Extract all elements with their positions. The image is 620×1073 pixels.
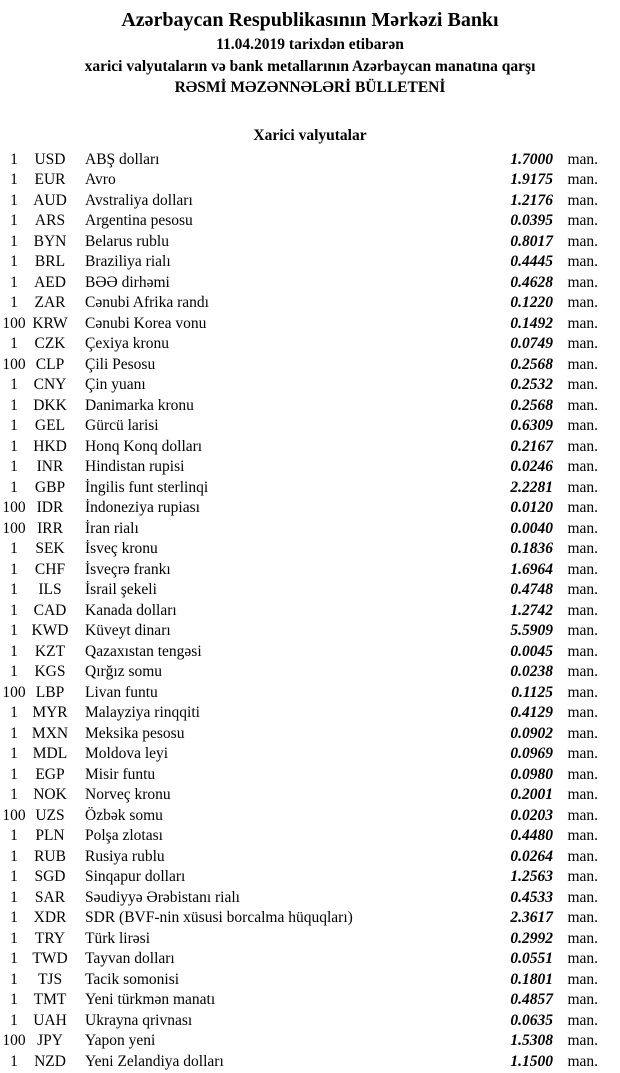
- currency-quantity: 1: [10, 765, 18, 783]
- currency-name: Cənubi Korea vonu: [85, 314, 207, 332]
- currency-name: Norveç kronu: [85, 786, 171, 803]
- currency-code: ARS: [34, 212, 66, 229]
- currency-code: RUB: [34, 847, 66, 865]
- rate-value: 0.4533: [510, 888, 553, 906]
- exchange-rate-row: [0, 560, 620, 581]
- unit-label: man.: [567, 827, 598, 844]
- currency-code: BRL: [34, 253, 66, 270]
- unit-label: man.: [567, 335, 598, 352]
- currency-name: Səudiyyə Ərəbistanı rialı: [85, 888, 240, 906]
- unit-label: man.: [567, 991, 598, 1008]
- currency-name: İsveç kronu: [85, 540, 158, 557]
- currency-code: GEL: [34, 417, 66, 434]
- unit-label: man.: [567, 704, 598, 721]
- currency-quantity: 1: [10, 847, 18, 865]
- unit-label: man.: [567, 171, 598, 188]
- rate-value: 0.4480: [510, 827, 553, 844]
- bank-title: Azərbaycan Respublikasının Mərkəzi Bankı: [121, 9, 499, 31]
- exchange-rate-row: [0, 703, 620, 724]
- currency-code: KRW: [32, 314, 68, 332]
- currency-name: Türk lirəsi: [85, 929, 150, 947]
- currency-quantity: 1: [10, 273, 18, 291]
- currency-code: BYN: [33, 232, 67, 250]
- rate-value: 0.2568: [510, 396, 553, 414]
- unit-label: man.: [567, 376, 598, 393]
- currency-name: Ukrayna qrivnası: [85, 1011, 193, 1029]
- currency-quantity: 100: [2, 314, 26, 332]
- rate-value: 0.4628: [510, 273, 553, 291]
- unit-label: man.: [567, 663, 598, 680]
- rate-value: 1.2176: [510, 191, 553, 209]
- exchange-rate-row: [0, 334, 620, 355]
- currency-code: PLN: [35, 827, 65, 844]
- currency-code: IDR: [36, 499, 64, 516]
- currency-name: Avstraliya dolları: [85, 191, 193, 209]
- exchange-rate-row: [0, 1052, 620, 1073]
- currency-code: TJS: [37, 970, 63, 988]
- exchange-rate-row: [0, 785, 620, 806]
- unit-label: man.: [567, 806, 598, 824]
- currency-quantity: 1: [10, 212, 18, 229]
- exchange-rate-row: [0, 601, 620, 622]
- currency-code: DKK: [33, 396, 67, 414]
- currency-name: İndoneziya rupiası: [85, 499, 200, 516]
- rate-value: 0.1801: [510, 970, 553, 988]
- exchange-rate-row: [0, 416, 620, 437]
- rate-value: 0.4129: [510, 704, 553, 721]
- currency-code: MXN: [31, 724, 69, 742]
- rate-value: 1.7000: [510, 150, 553, 168]
- currency-quantity: 100: [2, 499, 26, 516]
- exchange-rate-row: [0, 949, 620, 970]
- rate-value: 5.5909: [510, 622, 553, 639]
- currency-quantity: 1: [10, 642, 18, 660]
- rate-value: 1.2563: [510, 868, 553, 885]
- currency-quantity: 1: [10, 232, 18, 250]
- currency-name: İngilis funt sterlinqi: [85, 478, 209, 496]
- rate-value: 1.1500: [510, 1052, 553, 1070]
- unit-label: man.: [567, 929, 598, 947]
- currency-quantity: 1: [10, 991, 18, 1008]
- unit-label: man.: [567, 581, 598, 598]
- currency-name: Qırğız somu: [85, 663, 163, 680]
- currency-name: SDR (BVF-nin xüsusi borcalma hüquqları): [85, 909, 353, 926]
- currency-quantity: 1: [10, 622, 18, 639]
- currency-code: UZS: [35, 806, 65, 824]
- currency-quantity: 1: [10, 581, 18, 598]
- rate-value: 0.0749: [510, 335, 553, 352]
- currency-quantity: 1: [10, 335, 18, 352]
- rate-value: 0.0395: [510, 212, 553, 229]
- unit-label: man.: [567, 437, 598, 455]
- currency-code: KGS: [34, 663, 66, 680]
- rate-value: 0.2532: [510, 376, 553, 393]
- currency-code: JPY: [37, 1032, 63, 1049]
- rate-value: 1.5308: [510, 1032, 553, 1049]
- rate-value: 1.2742: [510, 601, 553, 619]
- rate-value: 0.6309: [510, 417, 553, 434]
- unit-label: man.: [567, 273, 598, 291]
- currency-name: Sinqapur dolları: [85, 868, 186, 885]
- currency-quantity: 1: [10, 458, 18, 475]
- exchange-rate-row: [0, 888, 620, 909]
- currency-quantity: 1: [10, 191, 18, 209]
- currency-quantity: 1: [10, 745, 18, 762]
- currency-quantity: 100: [2, 683, 26, 701]
- unit-label: man.: [567, 417, 598, 434]
- rate-value: 0.0264: [510, 847, 553, 865]
- currency-name: Avro: [85, 171, 116, 188]
- unit-label: man.: [567, 396, 598, 414]
- document-header: [0, 0, 620, 99]
- currency-code: CNY: [33, 376, 67, 393]
- currency-code: MDL: [32, 745, 68, 762]
- rate-value: 0.1492: [510, 314, 553, 332]
- exchange-rate-row: [0, 765, 620, 786]
- exchange-rates-table: [0, 150, 620, 1073]
- currency-name: Hindistan rupisi: [85, 458, 185, 475]
- rate-value: 0.0040: [510, 519, 553, 537]
- currency-quantity: 1: [10, 970, 18, 988]
- unit-label: man.: [567, 888, 598, 906]
- currency-name: Çili Pesosu: [85, 355, 156, 373]
- currency-quantity: 1: [10, 868, 18, 885]
- currency-name: Yeni türkmən manatı: [85, 991, 216, 1008]
- currency-quantity: 1: [10, 396, 18, 414]
- exchange-rate-row: [0, 826, 620, 847]
- effective-date-line: 11.04.2019 tarixdən etibarən: [216, 36, 404, 53]
- exchange-rate-row: [0, 929, 620, 950]
- currency-name: ABŞ dolları: [85, 150, 160, 168]
- currency-quantity: 1: [10, 704, 18, 721]
- unit-label: man.: [567, 355, 598, 373]
- currency-quantity: 1: [10, 478, 18, 496]
- currency-name: Malayziya rinqqiti: [85, 704, 200, 721]
- currency-code: SGD: [34, 868, 66, 885]
- exchange-rate-row: [0, 519, 620, 540]
- currency-quantity: 1: [10, 827, 18, 844]
- currency-name: İran rialı: [85, 519, 139, 537]
- exchange-rate-row: [0, 150, 620, 171]
- exchange-rate-row: [0, 580, 620, 601]
- exchange-rate-row: [0, 191, 620, 212]
- unit-label: man.: [567, 642, 598, 660]
- rate-value: 0.2992: [510, 929, 553, 947]
- currency-code: INR: [36, 458, 64, 475]
- unit-label: man.: [567, 622, 598, 639]
- currency-quantity: 1: [10, 909, 18, 926]
- rate-value: 0.8017: [510, 232, 553, 250]
- currency-name: Qazaxıstan tengəsi: [85, 642, 202, 660]
- currency-name: Tayvan dolları: [85, 950, 175, 967]
- currency-code: KZT: [34, 642, 66, 660]
- currency-name: Misir funtu: [85, 765, 156, 783]
- currency-name: Çexiya kronu: [85, 335, 169, 352]
- unit-label: man.: [567, 786, 598, 803]
- currency-quantity: 1: [10, 253, 18, 270]
- unit-label: man.: [567, 1011, 598, 1029]
- exchange-rate-row: [0, 642, 620, 663]
- exchange-rate-row: [0, 683, 620, 704]
- exchange-rate-row: [0, 847, 620, 868]
- currency-quantity: 100: [2, 1032, 26, 1049]
- unit-label: man.: [567, 765, 598, 783]
- currency-code: NZD: [34, 1052, 66, 1070]
- currency-code: TMT: [33, 991, 67, 1008]
- rate-value: 2.2281: [510, 478, 553, 496]
- currency-quantity: 1: [10, 786, 18, 803]
- exchange-rate-row: [0, 806, 620, 827]
- exchange-rate-row: [0, 170, 620, 191]
- rate-value: 0.4445: [510, 253, 553, 270]
- exchange-rate-row: [0, 437, 620, 458]
- exchange-rate-row: [0, 314, 620, 335]
- unit-label: man.: [567, 499, 598, 516]
- subtitle-line: xarici valyutaların və bank metallarının Azərbaycan manatına qarşı: [84, 57, 536, 75]
- currency-name: Rusiya rublu: [85, 847, 165, 865]
- currency-name: Gürcü larisi: [85, 417, 159, 434]
- rate-value: 0.2568: [510, 355, 553, 373]
- currency-quantity: 1: [10, 1011, 18, 1029]
- unit-label: man.: [567, 601, 598, 619]
- rate-value: 0.1836: [510, 540, 553, 557]
- exchange-rate-row: [0, 396, 620, 417]
- unit-label: man.: [567, 970, 598, 988]
- currency-name: Belarus rublu: [85, 232, 169, 250]
- rate-value: 1.9175: [510, 171, 553, 188]
- unit-label: man.: [567, 745, 598, 762]
- unit-label: man.: [567, 212, 598, 229]
- bulletin-title: RƏSMİ MƏZƏNNƏLƏRİ BÜLLETENİ: [174, 79, 446, 96]
- currency-name: Moldova leyi: [85, 745, 169, 762]
- exchange-rate-row: [0, 273, 620, 294]
- exchange-rate-row: [0, 724, 620, 745]
- unit-label: man.: [567, 232, 598, 250]
- exchange-rate-row: [0, 457, 620, 478]
- exchange-rate-row: [0, 355, 620, 376]
- currency-code: AUD: [33, 191, 67, 209]
- exchange-rate-row: [0, 744, 620, 765]
- currency-quantity: 1: [10, 150, 18, 168]
- currency-quantity: 1: [10, 888, 18, 906]
- currency-name: İsrail şekeli: [85, 581, 157, 598]
- currency-code: SEK: [35, 540, 65, 557]
- currency-name: Yeni Zelandiya dolları: [85, 1052, 224, 1070]
- currency-quantity: 100: [2, 519, 26, 537]
- currency-name: İsveçrə frankı: [85, 560, 171, 578]
- currency-quantity: 1: [10, 437, 18, 455]
- unit-label: man.: [567, 150, 598, 168]
- exchange-rate-row: [0, 867, 620, 888]
- unit-label: man.: [567, 683, 598, 701]
- currency-quantity: 1: [10, 376, 18, 393]
- unit-label: man.: [567, 950, 598, 967]
- exchange-rate-row: [0, 478, 620, 499]
- currency-name: Özbək somu: [85, 806, 163, 824]
- exchange-rate-row: [0, 211, 620, 232]
- unit-label: man.: [567, 314, 598, 332]
- currency-name: Livan funtu: [85, 683, 158, 701]
- exchange-rate-row: [0, 990, 620, 1011]
- currency-name: BƏƏ dirhəmi: [85, 273, 170, 291]
- unit-label: man.: [567, 868, 598, 885]
- currency-name: Yapon yeni: [85, 1032, 156, 1049]
- currency-quantity: 100: [2, 355, 26, 373]
- rate-value: 0.1125: [511, 683, 553, 701]
- unit-label: man.: [567, 458, 598, 475]
- rate-value: 0.1220: [510, 294, 553, 311]
- currency-code: USD: [34, 150, 66, 168]
- currency-code: AED: [34, 273, 66, 291]
- currency-quantity: 1: [10, 724, 18, 742]
- currency-name: Meksika pesosu: [85, 724, 185, 742]
- rate-value: 0.0120: [510, 499, 553, 516]
- unit-label: man.: [567, 253, 598, 270]
- currency-code: CAD: [33, 601, 67, 619]
- exchange-rate-row: [0, 970, 620, 991]
- exchange-rate-row: [0, 1011, 620, 1032]
- currency-code: SAR: [34, 888, 66, 906]
- rate-value: 0.0902: [510, 724, 553, 742]
- unit-label: man.: [567, 294, 598, 311]
- currency-name: Polşa zlotası: [85, 827, 163, 844]
- currency-quantity: 1: [10, 294, 18, 311]
- unit-label: man.: [567, 519, 598, 537]
- exchange-rate-row: [0, 1031, 620, 1052]
- currency-code: GBP: [34, 478, 66, 496]
- rate-value: 0.4857: [510, 991, 553, 1008]
- unit-label: man.: [567, 1052, 598, 1070]
- rate-value: 0.0969: [510, 745, 553, 762]
- currency-code: EUR: [34, 171, 66, 188]
- rate-value: 0.0980: [510, 765, 553, 783]
- rate-value: 0.0246: [510, 458, 553, 475]
- currency-quantity: 1: [10, 417, 18, 434]
- rate-value: 0.2167: [510, 437, 553, 455]
- rate-value: 0.0238: [510, 663, 553, 680]
- currency-name: Tacik somonisi: [85, 970, 180, 988]
- exchange-rate-row: [0, 375, 620, 396]
- currency-quantity: 1: [10, 601, 18, 619]
- exchange-rate-row: [0, 662, 620, 683]
- currency-quantity: 1: [10, 540, 18, 557]
- currency-code: TRY: [34, 929, 66, 947]
- rate-value: 0.0203: [510, 806, 553, 824]
- currency-code: KWD: [31, 622, 69, 639]
- currency-name: Argentina pesosu: [85, 212, 193, 229]
- unit-label: man.: [567, 478, 598, 496]
- unit-label: man.: [567, 1032, 598, 1049]
- exchange-rate-row: [0, 293, 620, 314]
- currency-code: HKD: [33, 437, 67, 455]
- exchange-rate-row: [0, 498, 620, 519]
- currency-quantity: 1: [10, 663, 18, 680]
- unit-label: man.: [567, 847, 598, 865]
- unit-label: man.: [567, 724, 598, 742]
- exchange-rate-row: [0, 252, 620, 273]
- currency-code: EGP: [35, 765, 65, 783]
- rate-value: 1.6964: [510, 560, 553, 578]
- rate-value: 0.2001: [510, 786, 553, 803]
- currency-name: Kanada dolları: [85, 601, 177, 619]
- currency-code: CZK: [34, 335, 66, 352]
- exchange-rate-row: [0, 232, 620, 253]
- currency-quantity: 100: [2, 806, 26, 824]
- currency-quantity: 1: [10, 560, 18, 578]
- currency-code: XDR: [33, 909, 67, 926]
- currency-code: ZAR: [34, 294, 66, 311]
- rate-value: 0.0045: [510, 642, 553, 660]
- currency-code: IRR: [37, 519, 63, 537]
- currency-quantity: 1: [10, 950, 18, 967]
- rate-value: 0.4748: [510, 581, 553, 598]
- section-title-foreign-currencies: Xarici valyutalar: [253, 126, 367, 144]
- rate-value: 0.0635: [510, 1011, 553, 1029]
- unit-label: man.: [567, 191, 598, 209]
- currency-code: MYR: [32, 704, 68, 721]
- unit-label: man.: [567, 540, 598, 557]
- currency-code: LBP: [35, 683, 65, 701]
- currency-name: Küveyt dinarı: [85, 622, 171, 639]
- currency-name: Braziliya rialı: [85, 253, 171, 270]
- currency-name: Çin yuanı: [85, 376, 146, 393]
- rate-value: 0.0551: [510, 950, 553, 967]
- currency-code: UAH: [33, 1011, 67, 1029]
- currency-code: CLP: [35, 355, 65, 373]
- rate-value: 2.3617: [510, 909, 553, 926]
- currency-name: Honq Konq dolları: [85, 437, 203, 455]
- exchange-rate-row: [0, 908, 620, 929]
- currency-quantity: 1: [10, 929, 18, 947]
- unit-label: man.: [567, 909, 598, 926]
- currency-code: ILS: [38, 581, 62, 598]
- exchange-rate-row: [0, 621, 620, 642]
- currency-name: Cənubi Afrika randı: [85, 294, 209, 311]
- currency-quantity: 1: [10, 171, 18, 188]
- currency-code: TWD: [32, 950, 68, 967]
- exchange-rate-row: [0, 539, 620, 560]
- currency-name: Danimarka kronu: [85, 396, 194, 414]
- currency-code: NOK: [33, 786, 67, 803]
- unit-label: man.: [567, 560, 598, 578]
- currency-quantity: 1: [10, 1052, 18, 1070]
- currency-code: CHF: [34, 560, 66, 578]
